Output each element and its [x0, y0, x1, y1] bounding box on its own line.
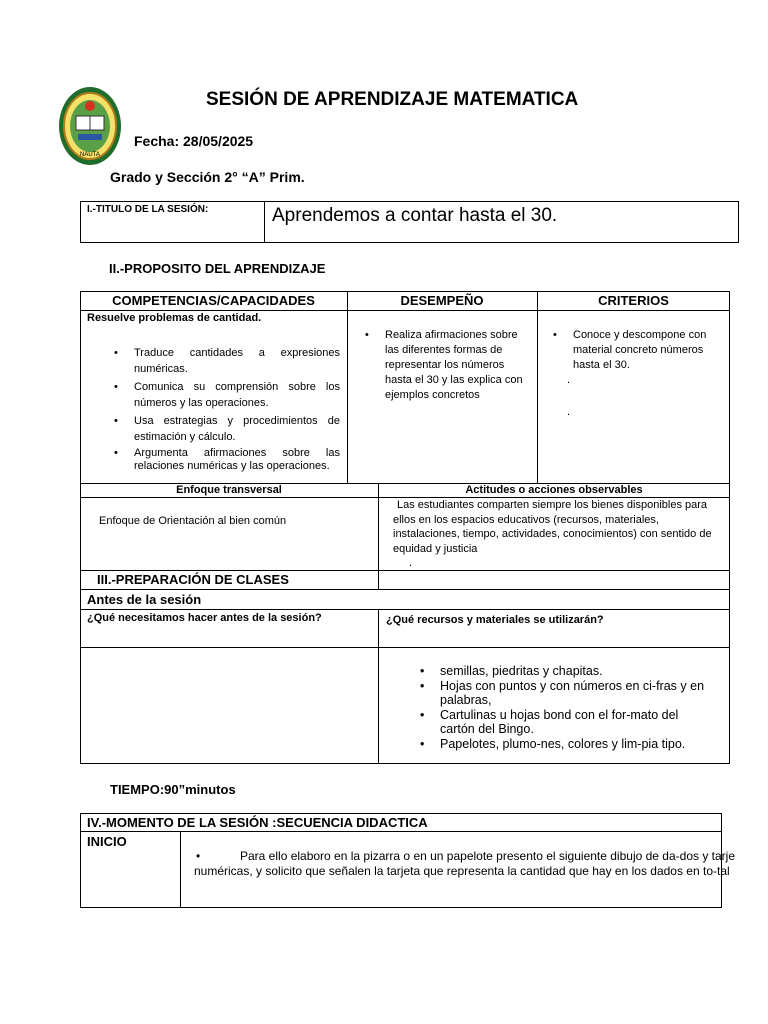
antes-sesion: Antes de la sesión: [87, 592, 202, 607]
inicio-text-line1: Para ello elaboro en la pizarra o en un papelote presento el siguiente dibujo de da-dos y tarje: [240, 849, 735, 863]
school-logo: [58, 86, 122, 166]
criterios-list: [573, 328, 723, 373]
col-actitudes: Actitudes o acciones observables: [465, 484, 643, 496]
tiempo: TIEMPO:90”minutos: [110, 782, 236, 797]
actitudes-text: Las estudiantes comparten siempre los bienes disponibles para ellos en los espacios educativos (recursos, materiales, instalaciones, tiempo, actividades, conocimientos) con sentido de equidad y justicia: [393, 499, 712, 555]
col-enfoque: Enfoque transversal: [176, 484, 282, 496]
enfoque-text: Enfoque de Orientación al bien común: [99, 515, 287, 527]
proposito-heading: II.-PROPOSITO DEL APRENDIZAJE: [109, 261, 326, 276]
momento-heading: IV.-MOMENTO DE LA SESIÓN :SECUENCIA DIDACTICA: [87, 815, 428, 830]
fecha: Fecha: 28/05/2025: [134, 133, 254, 149]
inicio-label: INICIO: [87, 834, 127, 849]
list-item: • Comunica su comprensión sobre los números y las operaciones.: [134, 379, 340, 411]
criterio-text: • Conoce y descompone con material concreto números hasta el 30.: [573, 328, 723, 373]
list-item: • Argumenta afirmaciones sobre las relaciones numéricas y las operaciones.: [134, 447, 340, 473]
col-desempeno: DESEMPEÑO: [400, 293, 484, 308]
dot: .: [567, 406, 571, 418]
competencia-text: Resuelve problemas de cantidad.: [87, 312, 262, 324]
page-title: SESIÓN DE APRENDIZAJE MATEMATICA: [206, 89, 579, 110]
col-criterios: CRITERIOS: [598, 293, 669, 308]
logo-text: NAUTA: [80, 152, 100, 158]
inicio-text-line2: numéricas, y solicito que señalen la tarjeta que representa la cantidad que hay en los dados en to-tal: [194, 864, 730, 878]
recursos-list: [440, 664, 710, 751]
titulo-label: I.-TITULO DE LA SESIÓN:: [87, 204, 209, 215]
list-item: • Hojas con puntos y con números en ci-fras y en palabras,: [440, 679, 710, 707]
list-item: • Usa estrategias y procedimientos de estimación y cálculo.: [134, 413, 340, 445]
titulo-value: Aprendemos a contar hasta el 30.: [272, 205, 558, 226]
desempeno-text: • Realiza afirmaciones sobre las diferentes formas de representar los números hasta el 30 y las explica con ejemplos concretos: [385, 328, 530, 403]
list-item: • semillas, piedritas y chapitas.: [440, 664, 710, 678]
question-antes: ¿Qué necesitamos hacer antes de la sesión?: [87, 612, 322, 624]
preparacion-heading: III.-PREPARACIÓN DE CLASES: [97, 572, 289, 587]
question-recursos: ¿Qué recursos y materiales se utilizarán?: [386, 614, 604, 626]
col-competencias: COMPETENCIAS/CAPACIDADES: [112, 293, 315, 308]
capacidades-list: [134, 345, 340, 473]
dot: .: [567, 374, 571, 386]
list-item: • Papelotes, plumo-nes, colores y lim-pia tipo.: [440, 737, 710, 751]
desempeno-list: [385, 328, 530, 403]
inicio-bullet: •: [196, 849, 201, 863]
list-item: • Cartulinas u hojas bond con el for-mato del cartón del Bingo.: [440, 708, 710, 736]
list-item: • Traduce cantidades a expresiones numéricas.: [134, 345, 340, 377]
grado-seccion: Grado y Sección 2° “A” Prim.: [110, 169, 305, 185]
dot: .: [409, 557, 413, 569]
